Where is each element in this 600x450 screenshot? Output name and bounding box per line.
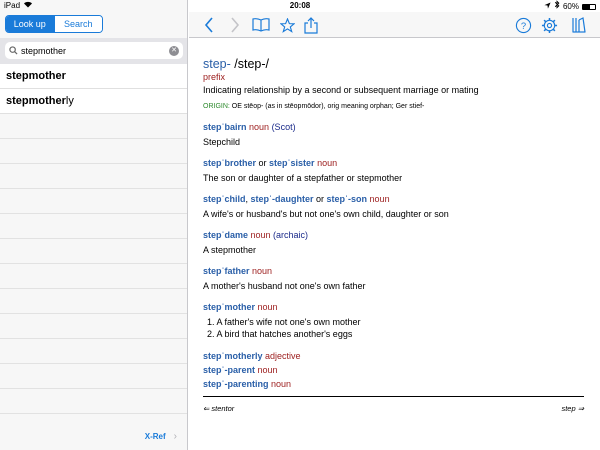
device-label: iPad: [4, 1, 21, 10]
derived-pos: noun: [255, 365, 278, 375]
subentry-head: [203, 157, 584, 169]
sense-number: 2.: [207, 329, 217, 339]
derived-word[interactable]: stepˈmotherly: [203, 351, 263, 361]
empty-row: [0, 139, 187, 164]
part-of-speech: prefix: [203, 72, 226, 82]
entry-heading: [203, 57, 584, 72]
toolbar: [189, 12, 600, 38]
subentry: [203, 157, 584, 184]
entry-navigation: [203, 404, 584, 413]
empty-row: [0, 314, 187, 339]
subentry-pos: noun: [246, 122, 270, 132]
sense-text: A father's wife not one's own mother: [216, 317, 361, 327]
xref-label: X-Ref: [144, 432, 166, 441]
sense-number: 1.: [207, 317, 217, 327]
sense-list: [203, 316, 584, 340]
back-chevron-icon[interactable]: [199, 15, 219, 35]
subentry-pos: noun: [255, 302, 278, 312]
subentry-word[interactable]: ˈbairn: [221, 122, 247, 132]
sense-item: [203, 316, 584, 328]
subentry-word[interactable]: step: [203, 122, 222, 132]
subentry-word[interactable]: stepˈsister: [269, 158, 315, 168]
book-icon[interactable]: [251, 15, 271, 35]
subentry-connector: or: [313, 194, 327, 204]
subentry-definition: A stepmother: [203, 245, 257, 255]
tab-look-up[interactable]: Look up: [6, 16, 54, 32]
subentry: [203, 265, 584, 292]
etymology: [203, 102, 584, 112]
subentry: [203, 193, 584, 220]
gear-icon[interactable]: [539, 15, 559, 35]
result-rest: ly: [65, 95, 74, 107]
search-field-container: [5, 42, 183, 59]
subentry: [203, 229, 584, 256]
svg-text:?: ?: [520, 20, 526, 32]
derived-forms: [203, 349, 584, 391]
subentry-word[interactable]: stepˈmother: [203, 302, 256, 312]
result-match: stepmother: [6, 70, 66, 82]
clock: 20:08: [289, 1, 311, 10]
forward-chevron-icon[interactable]: [225, 15, 245, 35]
empty-row: [0, 114, 187, 139]
subentry: [203, 121, 584, 148]
subentry-pos: noun: [367, 194, 390, 204]
list-item[interactable]: [0, 64, 187, 89]
subentry-head: [203, 301, 584, 313]
derived-word[interactable]: stepˈ-parenting: [203, 379, 269, 389]
star-icon[interactable]: [277, 15, 297, 35]
library-icon[interactable]: [569, 15, 589, 35]
share-icon[interactable]: [301, 15, 321, 35]
derived-form: [203, 377, 584, 391]
empty-row: [0, 239, 187, 264]
headword: step-: [203, 57, 231, 71]
subentry-definition: The son or daughter of a stepfather or stepmother: [203, 173, 403, 183]
empty-row: [0, 289, 187, 314]
subentry-label: (Scot): [269, 122, 296, 132]
subentry-head: [203, 265, 584, 277]
empty-row: [0, 264, 187, 289]
next-entry-link[interactable]: step ⇒: [561, 404, 584, 413]
list-item[interactable]: [0, 89, 187, 114]
origin-text: OE stēop- (as in stēopmōdor), orig meaning orphan; Ger stief-: [231, 103, 425, 110]
divider: [203, 396, 584, 397]
search-bar: [0, 38, 187, 64]
derived-pos: noun: [268, 379, 292, 389]
search-icon: [5, 46, 21, 55]
subentries: [203, 121, 584, 340]
entry-content: [189, 39, 600, 450]
results-list: [0, 64, 187, 414]
subentry-definition: A mother's husband not one's own father: [203, 281, 366, 291]
subentry-definition: A wife's or husband's but not one's own child, daughter or son: [203, 209, 449, 219]
subentry-word[interactable]: stepˈbrother: [203, 158, 257, 168]
result-match: stepmother: [6, 95, 66, 107]
subentry-word[interactable]: stepˈ-daughter: [250, 194, 314, 204]
sense-item: [203, 328, 584, 340]
subentry-head: [203, 121, 584, 133]
chevron-right-icon: ›: [173, 431, 177, 442]
pronunciation: /step-/: [234, 57, 270, 71]
subentry-head: [203, 193, 584, 205]
derived-form: [203, 363, 584, 377]
location-icon: [544, 1, 551, 13]
subentry-connector: or: [256, 158, 270, 168]
battery-icon: [582, 4, 596, 10]
subentry-definition: Stepchild: [203, 137, 241, 147]
derived-word[interactable]: stepˈ-parent: [203, 365, 256, 375]
sense-text: A bird that hatches another's eggs: [216, 329, 353, 339]
empty-row: [0, 389, 187, 414]
derived-form: [203, 349, 584, 363]
clear-search-icon[interactable]: ✕: [169, 46, 179, 56]
definition: Indicating relationship by a second or subsequent marriage or mating: [203, 85, 479, 95]
empty-row: [0, 364, 187, 389]
empty-row: [0, 164, 187, 189]
mode-segmented-control: [5, 15, 103, 33]
subentry-word[interactable]: stepˈdame: [203, 230, 249, 240]
search-input[interactable]: [21, 46, 161, 56]
help-icon[interactable]: [513, 15, 533, 35]
sidebar: [0, 0, 188, 450]
derived-pos: adjective: [262, 351, 301, 361]
prev-entry-link[interactable]: ⇐ stentor: [203, 404, 235, 413]
subentry-connector: ,: [245, 194, 251, 204]
bluetooth-icon: [554, 0, 560, 13]
tab-search[interactable]: Search: [54, 16, 103, 32]
subentry-pos: noun: [248, 230, 271, 240]
subentry-word[interactable]: stepˈchild: [203, 194, 246, 204]
status-bar: [0, 0, 600, 12]
subentry-word[interactable]: stepˈ-son: [326, 194, 368, 204]
empty-row: [0, 189, 187, 214]
origin-label: ORIGIN:: [203, 103, 230, 110]
empty-row: [0, 339, 187, 364]
subentry-pos: noun: [314, 158, 338, 168]
subentry-word[interactable]: stepˈfather: [203, 266, 250, 276]
subentry-pos: noun: [249, 266, 273, 276]
subentry: [203, 301, 584, 340]
subentry-head: [203, 229, 584, 241]
subentry-label: (archaic): [270, 230, 309, 240]
battery-percent: 60%: [562, 1, 579, 11]
xref-button[interactable]: [145, 431, 177, 442]
empty-row: [0, 214, 187, 239]
